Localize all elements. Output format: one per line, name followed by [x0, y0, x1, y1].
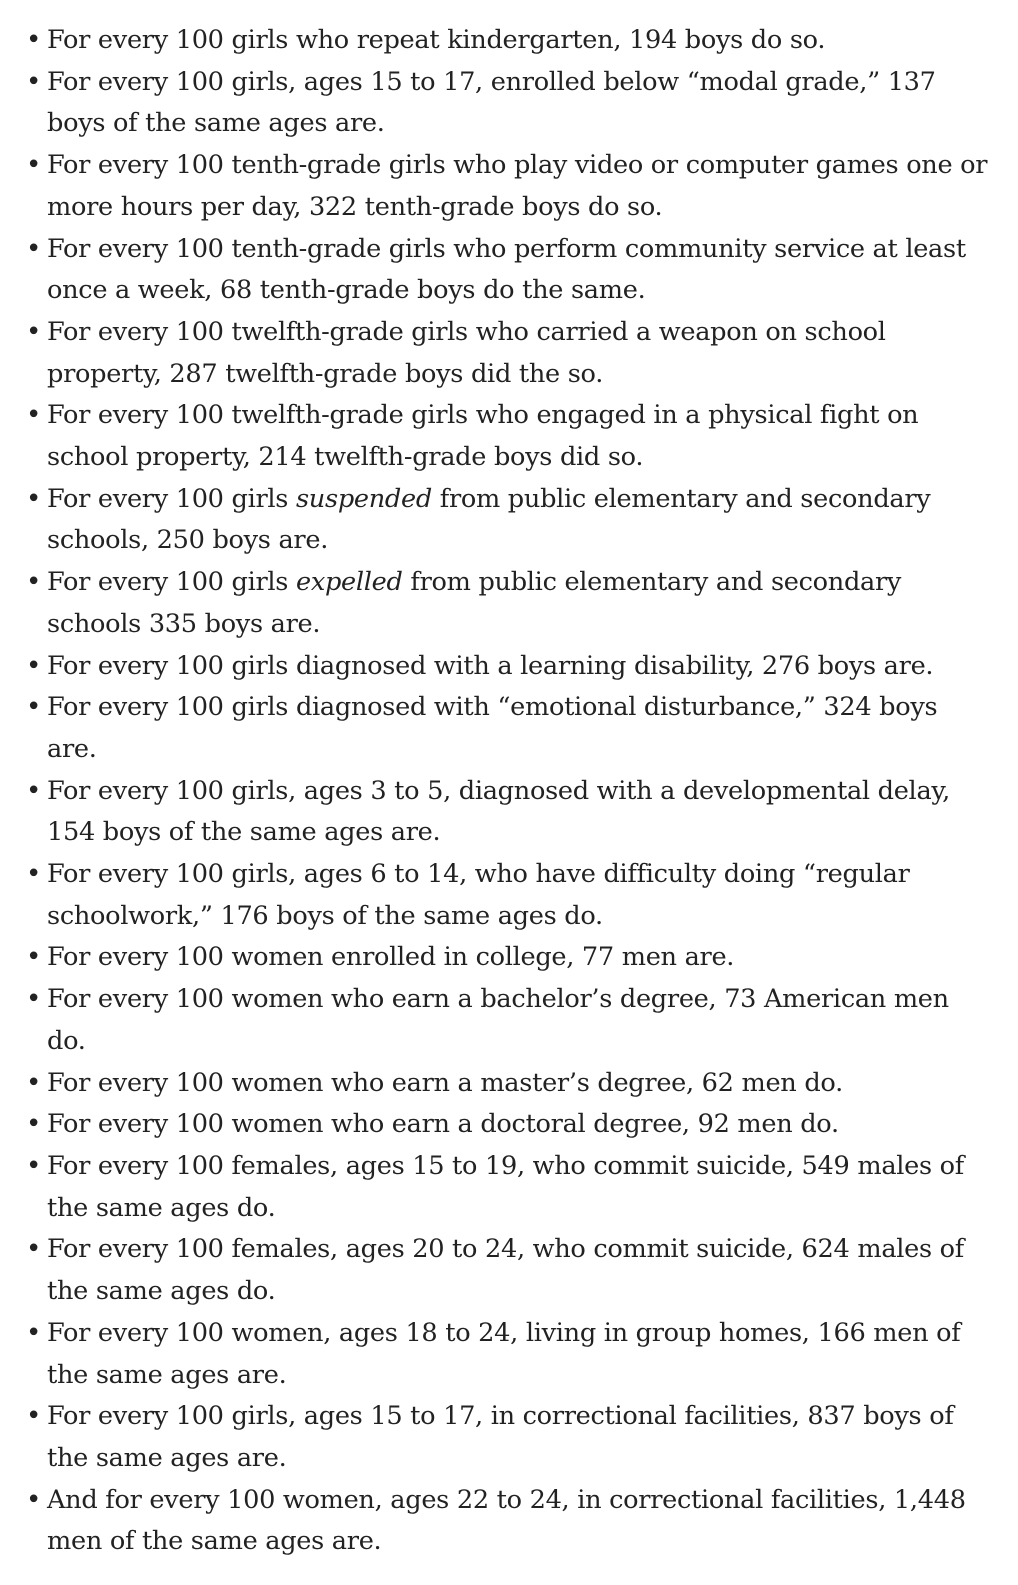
bullet-icon: •: [26, 1401, 42, 1432]
list-item-text: For every 100 women, ages 18 to 24, living in group homes, 166 men of the same ages are.: [47, 1317, 961, 1390]
bullet-icon: •: [26, 1234, 42, 1265]
list-item-text: For every 100 girls diagnosed with a learning disability, 276 boys are.: [47, 650, 934, 681]
bullet-icon: •: [26, 66, 42, 97]
list-item-text-before: For every 100 girls: [47, 483, 296, 514]
list-item: [22, 1146, 988, 1229]
list-item: [22, 1313, 988, 1396]
list-item-text: For every 100 girls, ages 6 to 14, who have difficulty doing “regular schoolwork,” 176 boys of the same ages do.: [47, 859, 910, 931]
list-item-text: For every 100 women enrolled in college, 77 men are.: [47, 942, 735, 973]
bullet-icon: •: [26, 859, 42, 890]
list-item-text: For every 100 women who earn a bachelor’s degree, 73 American men do.: [47, 984, 949, 1056]
list-item: [22, 1229, 988, 1312]
list-item-text: For every 100 females, ages 20 to 24, who commit suicide, 624 males of the same ages do.: [47, 1234, 964, 1307]
list-item: [22, 145, 988, 228]
list-item: [22, 62, 988, 145]
list-item: [22, 771, 988, 854]
list-item-text: For every 100 girls diagnosed with “emotional disturbance,” 324 boys are.: [47, 692, 938, 764]
bullet-icon: •: [26, 1067, 42, 1098]
list-item-text: For every 100 women who earn a master’s degree, 62 men do.: [47, 1067, 843, 1098]
list-item: [22, 1063, 988, 1105]
list-item-text: For every 100 girls, ages 3 to 5, diagnosed with a developmental delay, 154 boys of the same ages are.: [47, 775, 950, 848]
emphasized-word: expelled: [295, 567, 403, 598]
bullet-icon: •: [26, 483, 42, 514]
list-item: [22, 312, 988, 395]
list-item: [22, 229, 988, 312]
bullet-icon: •: [26, 25, 42, 55]
list-item: [22, 687, 988, 770]
list-item-text-after: from public elementary and secondary schools 335 boys are.: [47, 567, 902, 639]
list-item-text: For every 100 tenth-grade girls who play video or computer games one or more hours per day, 322 tenth-grade boys do so.: [47, 150, 988, 222]
bullet-icon: •: [26, 150, 42, 181]
list-item-text-before: For every 100 girls: [47, 567, 296, 598]
list-item: [22, 646, 988, 688]
list-item-text: For every 100 girls, ages 15 to 17, enrolled below “modal grade,” 137 boys of the same ages are.: [47, 66, 936, 139]
list-item-text: For every 100 girls, ages 15 to 17, in correctional facilities, 837 boys of the same ages are.: [47, 1401, 954, 1473]
list-item: [22, 562, 988, 645]
statistics-list: [22, 20, 988, 1563]
list-item-text: For every 100 females, ages 15 to 19, who commit suicide, 549 males of the same ages do.: [47, 1150, 964, 1223]
bullet-icon: •: [26, 1484, 42, 1515]
list-item: [22, 395, 988, 478]
bullet-icon: •: [26, 316, 42, 347]
bullet-icon: •: [26, 400, 42, 431]
list-item: [22, 479, 988, 562]
list-item-text-after: from public elementary and secondary schools, 250 boys are.: [47, 483, 931, 556]
bullet-icon: •: [26, 650, 42, 681]
bullet-icon: •: [26, 233, 42, 264]
bullet-icon: •: [26, 775, 42, 806]
bullet-icon: •: [26, 942, 42, 973]
emphasized-word: suspended: [295, 483, 432, 514]
bullet-icon: •: [26, 567, 42, 598]
bullet-icon: •: [26, 692, 42, 723]
list-item-text: For every 100 tenth-grade girls who perform community service at least once a week, 68 tenth-grade boys do the same.: [47, 233, 966, 306]
bullet-icon: •: [26, 1317, 42, 1348]
list-item: [22, 1396, 988, 1479]
bullet-icon: •: [26, 984, 42, 1015]
bullet-icon: •: [26, 1150, 42, 1181]
list-item-text: And for every 100 women, ages 22 to 24, in correctional facilities, 1,448 men of the same ages are.: [47, 1484, 966, 1557]
list-item: [22, 1480, 988, 1563]
list-item: [22, 979, 988, 1062]
list-item-text: For every 100 women who earn a doctoral degree, 92 men do.: [47, 1109, 839, 1140]
bullet-icon: •: [26, 1109, 42, 1140]
list-item: [22, 1104, 988, 1146]
list-item: [22, 854, 988, 937]
list-item: [22, 937, 988, 979]
list-item-text: For every 100 girls who repeat kindergarten, 194 boys do so.: [47, 25, 826, 55]
list-item: [22, 20, 988, 62]
list-item-text: For every 100 twelfth-grade girls who engaged in a physical fight on school property, 214 twelfth-grade boys did so.: [47, 400, 919, 473]
list-item-text: For every 100 twelfth-grade girls who carried a weapon on school property, 287 twelfth-grade boys did the so.: [47, 316, 886, 389]
